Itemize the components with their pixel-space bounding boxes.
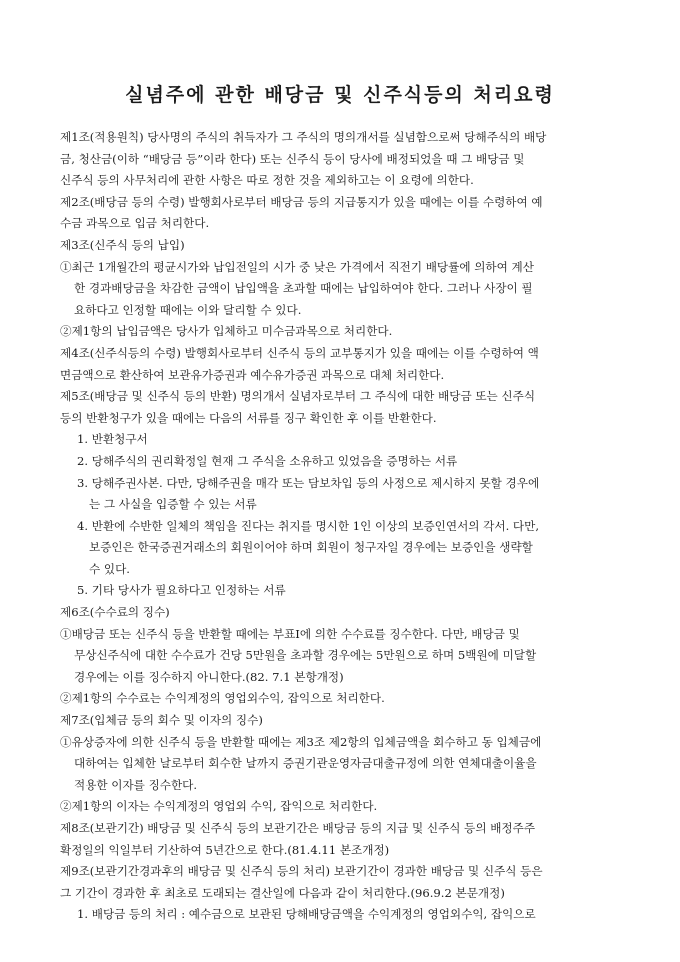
- article-2-line-2: 수금 과목으로 입금 처리한다.: [60, 216, 210, 231]
- article-5-item-4-line-1: 4. 반환에 수반한 일체의 책임을 진다는 취지를 명시한 1인 이상의 보증인연서의 각서. 다만,: [77, 518, 540, 533]
- article-5-item-4-line-2: 보증인은 한국증권거래소의 회원이어야 하며 회원이 청구자일 경우에는 보증인을 생략할: [89, 540, 533, 555]
- article-9-line-1: 제9조(보관기간경과후의 배당금 및 신주식 등의 처리) 보관기간이 경과한 배당금 및 신주식 등은: [60, 864, 543, 879]
- article-5-item-3-line-1: 3. 당해주권사본. 다만, 당해주권을 매각 또는 담보차입 등의 사정으로 제시하지 못할 경우에: [77, 475, 540, 490]
- article-3-heading: 제3조(신주식 등의 납입): [60, 237, 185, 252]
- article-3-clause-1-line-1: ①최근 1개월간의 평균시가와 납입전일의 시가 중 낮은 가격에서 직전기 배당률에 의하여 계산: [60, 259, 534, 274]
- article-6-heading: 제6조(수수료의 징수): [60, 605, 170, 620]
- article-5-item-3-line-2: 는 그 사실을 입증할 수 있는 서류: [89, 497, 257, 512]
- article-5-line-2: 등의 반환청구가 있을 때에는 다음의 서류를 징구 확인한 후 이를 반환한다.: [60, 410, 437, 425]
- article-6-clause-1-line-3: 경우에는 이를 징수하지 아니한다.(82. 7.1 본항개정): [74, 669, 344, 684]
- article-5-item-2: 2. 당해주식의 권리확정일 현재 그 주식을 소유하고 있었음을 증명하는 서류: [77, 453, 458, 468]
- article-7-heading: 제7조(입체금 등의 회수 및 이자의 징수): [60, 713, 263, 728]
- article-3-clause-1-line-3: 요하다고 인정할 때에는 이와 달리할 수 있다.: [74, 302, 302, 317]
- article-7-clause-1-line-2: 대하여는 입체한 날로부터 회수한 날까지 증권기관운영자금대출규정에 의한 연체대출이율을: [74, 756, 537, 771]
- article-5-item-4-line-3: 수 있다.: [89, 561, 130, 576]
- article-1-line-1: 제1조(적용원칙) 당사명의 주식의 취득자가 그 주식의 명의개서를 실념함으로써 당해주식의 배당: [60, 130, 547, 144]
- article-5-item-5: 5. 기타 당사가 필요하다고 인정하는 서류: [77, 583, 286, 598]
- article-5-line-1: 제5조(배당금 및 신주식 등의 반환) 명의개서 실념자로부터 그 주식에 대한 배당금 또는 신주식: [60, 389, 536, 404]
- article-7-clause-1-line-3: 적용한 이자를 징수한다.: [74, 777, 198, 792]
- article-6-clause-1-line-2: 무상신주식에 대한 수수료가 건당 5만원을 초과할 경우에는 5만원으로 하며 5백원에 미달할: [74, 648, 537, 663]
- article-4-line-1: 제4조(신주식등의 수령) 발행회사로부터 신주식 등의 교부통지가 있을 때에는 이를 수령하여 액: [60, 345, 539, 360]
- article-6-clause-1-line-1: ①배당금 또는 신주식 등을 반환할 때에는 부표Ⅰ에 의한 수수료를 징수한다. 다만, 배당금 및: [60, 626, 520, 641]
- article-1-line-2: 금, 청산금(이하 “배당금 등”이라 한다) 또는 신주식 등이 당사에 배정되었을 때 그 배당금 및: [60, 151, 525, 166]
- article-2-line-1: 제2조(배당금 등의 수령) 발행회사로부터 배당금 등의 지급통지가 있을 때에는 이를 수령하여 예: [60, 194, 543, 209]
- article-8-line-2: 확정일의 익일부터 기산하여 5년간으로 한다.(81.4.11 본조개정): [60, 842, 390, 857]
- article-9-line-2: 그 기간이 경과한 후 최초로 도래되는 결산일에 다음과 같이 처리한다.(96.9.2 본문개정): [60, 885, 505, 900]
- document-title: 실념주에 관한 배당금 및 신주식등의 처리요령: [125, 84, 555, 106]
- article-3-clause-1-line-2: 한 경과배당금을 차감한 금액이 납입액을 초과할 때에는 납입하여야 한다. 그러나 사장이 필: [74, 281, 533, 296]
- article-8-line-1: 제8조(보관기간) 배당금 및 신주식 등의 보관기간은 배당금 등의 지급 및 신주식 등의 배정주주: [60, 821, 536, 835]
- article-4-line-2: 면금액으로 환산하여 보관유가증권과 예수유가증권 과목으로 대체 처리한다.: [60, 367, 445, 382]
- article-6-clause-2: ②제1항의 수수료는 수익계정의 영업외수익, 잡익으로 처리한다.: [60, 691, 385, 706]
- article-3-clause-2: ②제1항의 납입금액은 당사가 입체하고 미수금과목으로 처리한다.: [60, 324, 393, 339]
- article-5-item-1: 1. 반환청구서: [77, 432, 148, 447]
- document-body: [60, 127, 630, 926]
- article-7-clause-1-line-1: ①유상증자에 의한 신주식 등을 반환할 때에는 제3조 제2항의 입체금액을 회수하고 동 입체금에: [60, 734, 542, 749]
- article-1-line-3: 신주식 등의 사무처리에 관한 사항은 따로 정한 것을 제외하고는 이 요령에 의한다.: [60, 173, 474, 188]
- article-7-clause-2: ②제1항의 이자는 수익계정의 영업외 수익, 잡익으로 처리한다.: [60, 799, 378, 814]
- article-9-item-1: 1. 배당금 등의 처리 : 예수금으로 보관된 당해배당금액을 수익계정의 영업외수익, 잡익으로: [77, 907, 536, 922]
